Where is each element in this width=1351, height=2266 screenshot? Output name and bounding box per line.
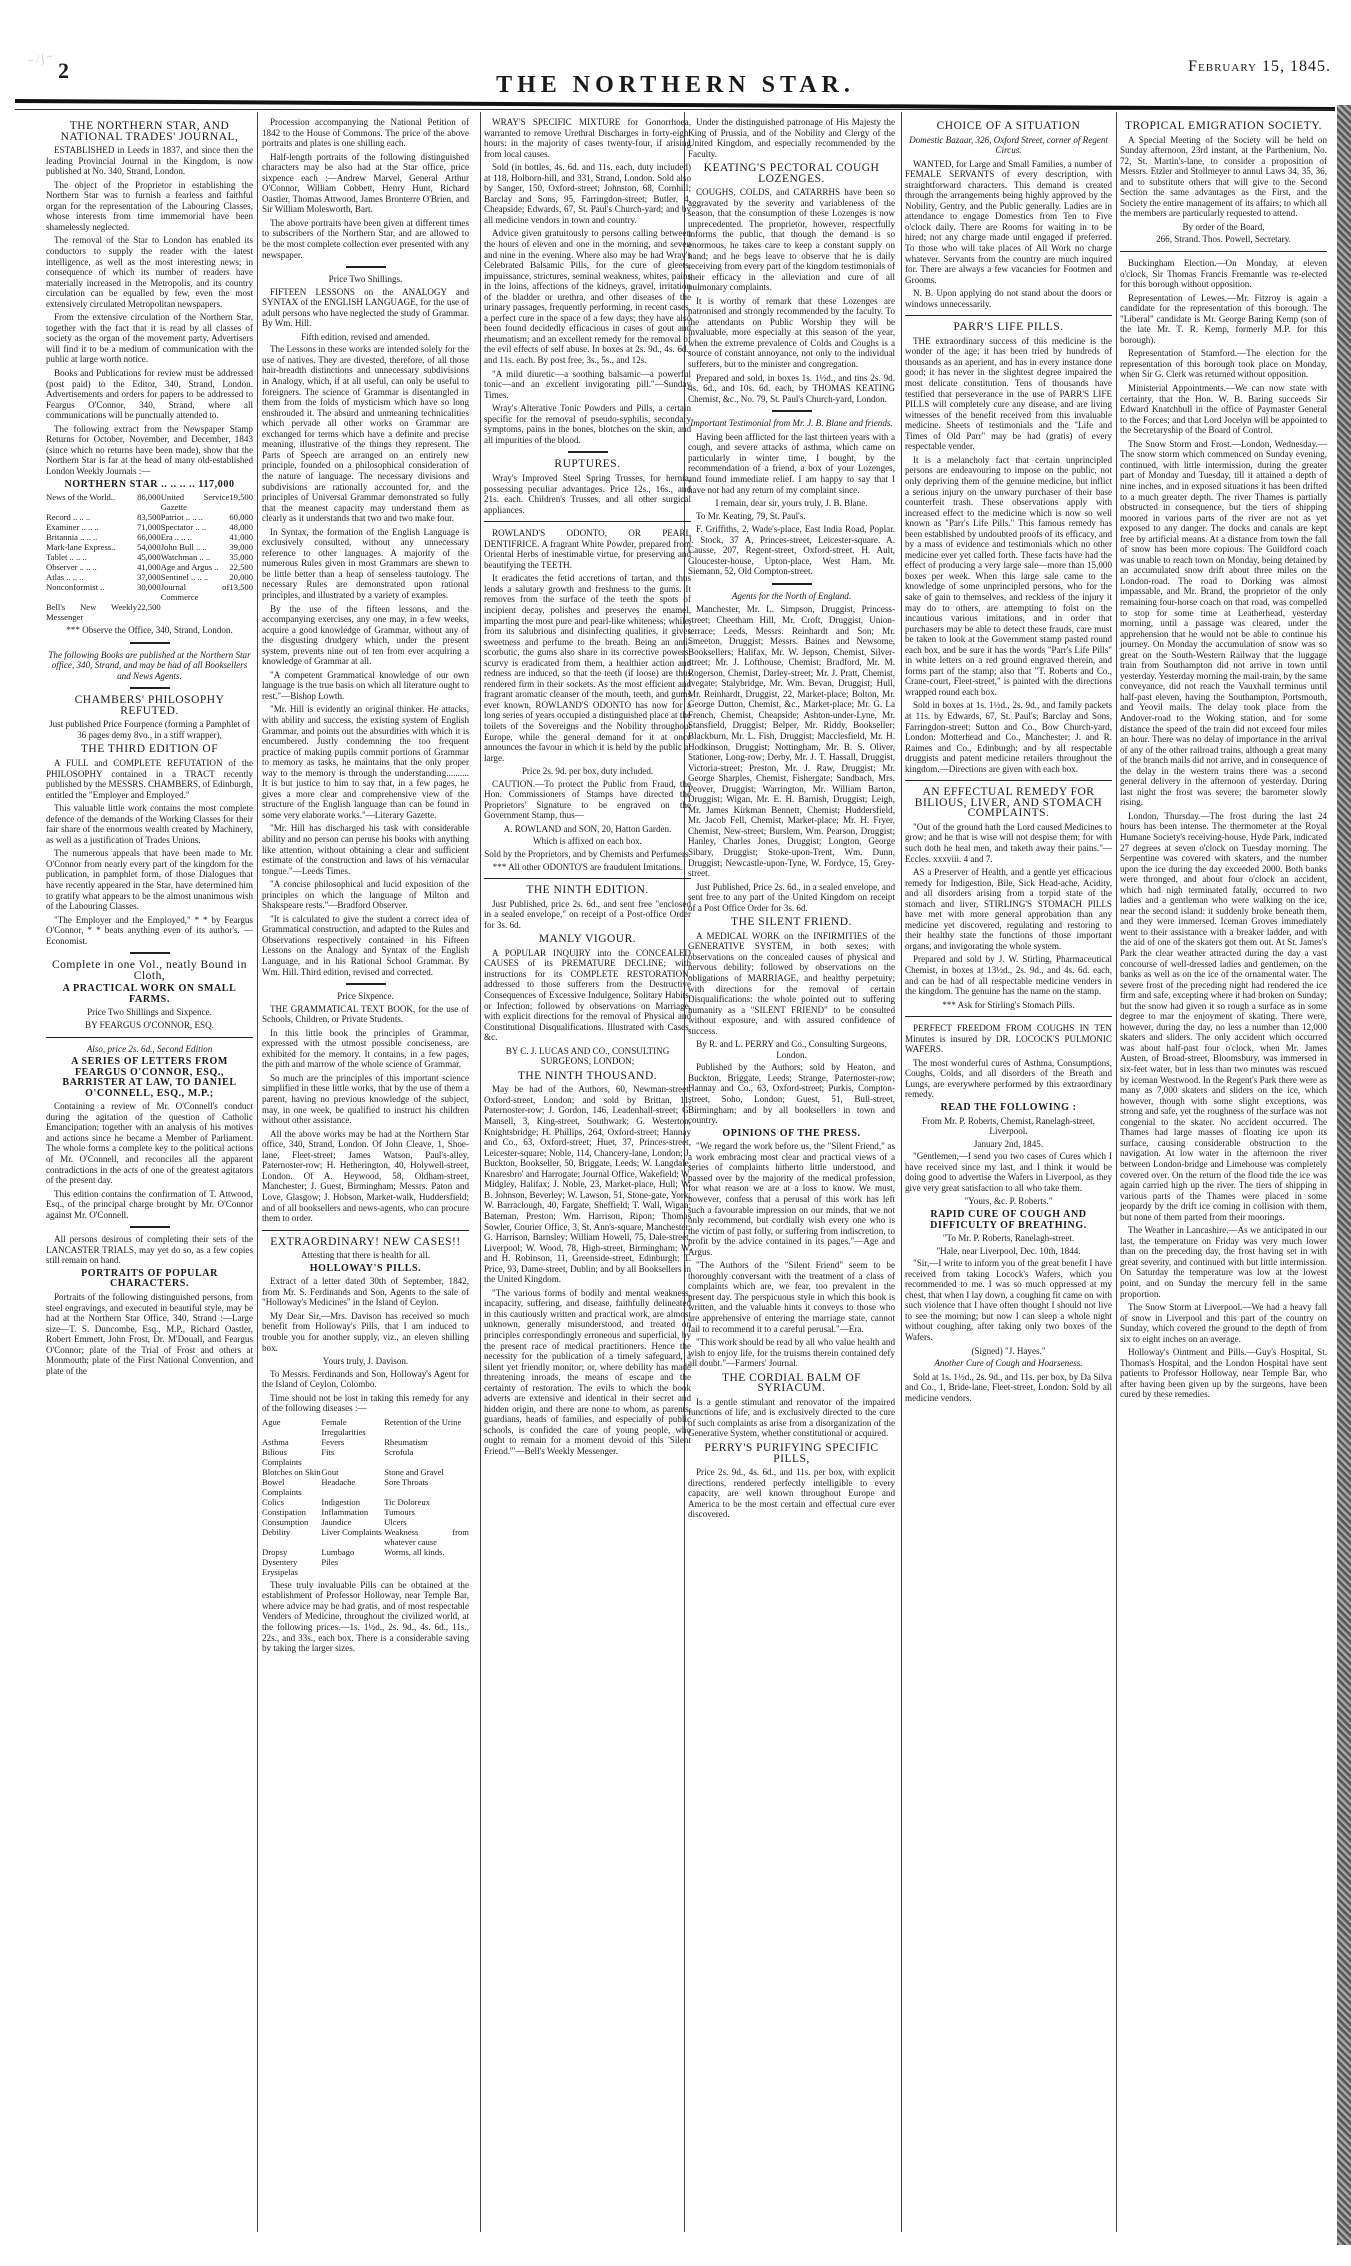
paragraph: Sold (in bottles, 4s. 6d. and 11s. each, duty included) at 118, Holborn-hill, and 331, Strand, London. Sold also by Sanger, 150, Oxford-street; Johnston, 68, Cornhill; Barclay and Sons, 95, Farringdon-street; Butler, 4, Cheapside; Edwards, 67, St. Paul's Church-yard; and by all medicine vendors in town and country. (484, 162, 691, 225)
paragraph: This edition contains the confirmation of T. Attwood, Esq., of the principal charge brought by Mr. O'Connor against Mr. O'Connell. (46, 1188, 253, 1220)
paragraph: Advice given gratuitously to persons calling between the hours of eleven and one in the morning, and seven and nine in the evening. Where also may be had Wray's Celebrated Balsamic Pills, for the cure of gleets, impuissance, strictures, seminal weakness, whites, pains in the loins, affections of the kidneys, gravel, irritation of the bladder or urethra, and other diseases of the urinary passages, frequently performing, in recent cases, a perfect cure in the space of a few days; they have also been found decidedly efficacious in cases of gout and rheumatism; and an excellent remedy for the removal of the evil effects of self abuse. In boxes at 2s. 9d., 4s. 6d., and 11s. each. By post free, 3s., 5s., and 12s. (484, 228, 691, 366)
paragraph: This valuable little work contains the most complete defence of the demands of the Working Classes for their fair share of the enormous wealth created by Machinery, as well as a justification of Trades Unions. (46, 803, 253, 845)
paragraph: To Messrs. Ferdinands and Son, Holloway's Agent for the Island of Ceylon, Colombo. (262, 1368, 469, 1390)
headline: Complete in one Vol., neatly Bound in Cloth, (51, 959, 248, 982)
table-row (262, 1417, 469, 1437)
table-cell: Bowel Complaints (262, 1476, 302, 1497)
table-cell: Liver Complaints (321, 1526, 382, 1537)
paragraph: A MEDICAL WORK on the INFIRMITIES of the GENERATIVE SYSTEM, in both sexes; with observations on the concealed causes of physical and nervous debility; followed by observations on the obligations of MARRIAGE, and healthy perpetuity; with directions for the removal of certain Disqualifications: the whole pointed out to suffering humanity as a "SILENT FRIEND" to be consulted without exposure, and with assured confidence of success. (688, 930, 895, 1036)
paragraph: "Out of the ground hath the Lord caused Medicines to grow; and he that is wise will not despise them; for with such doth he heal men, and taketh away their pains."—Eccles. xxxviii. 4 and 7. (905, 821, 1112, 864)
table-cell: 45,000 (137, 552, 161, 563)
headline: PERRY'S PURIFYING SPECIFIC PILLS, (704, 1441, 879, 1465)
table-cell: Gout (321, 1466, 339, 1477)
table-cell (384, 1557, 469, 1567)
headline: A SERIES OF LETTERS FROM FEARGUS O'CONNOR, ESQ., BARRISTER AT LAW, TO DANIEL O'CONNELL, ESQ., M.P.; (62, 1056, 237, 1099)
paragraph: It is worthy of remark that these Lozenges are patronised and strongly recommended by the faculty. To the attendants on Public Worship they will be invaluable, more especially at this season of the year, when the extreme prevalence of Colds and Coughs is a source of constant annoyance, not only to the individual sufferers, but to the minister and congregation. (688, 295, 895, 370)
caption: Domestic Bazaar, 326, Oxford Street, corner of Regent Circus. (909, 134, 1108, 156)
table-cell: Mark-lane Express.. (46, 542, 116, 553)
table-cell: Indigestion (321, 1496, 361, 1507)
paragraph: May be had of the Authors, 60, Newman-street, Oxford-street, London; and sold by Brittan, 11, Paternoster-row; J. Gordon, 146, Leadenhall-street; G. Mansell, 3, King-street, Southwark; G. Westerton, Knightsbridge; H. Phillips, 264, Oxford-street; Hannay and Co., 63, Oxford-street; Huet, 37, Princes-street, Leicester-square; Noble, 114, Chancery-lane, London; J. Buckton, Bookseller, 50, Briggate, Leeds; W. Langdale, Knaresbro' and Harrogate; Journal Office, Wakefield; W. Midgley, Halifax; J. Noble, 23, Market-place, Hull; W. B. Johnson, Beverley; W. Lawson, 51, Stone-gate, York; W. Barraclough, 40, Fargate, Sheffield; T. Wall, Wigan; Bateman, Preston; Wm. Harrison, Ripon; Thomas Sowler, Courier Office, 3, St. Ann's-square, Manchester; G. Harrison, Barnsley; William Howell, 75, Dale-street, Liverpool; W. Wood, 78, High-street, Birmingham; W. and H. Robinson, 11, Greenside-street, Edinburgh; T. Price, 93, Dame-street, Dublin; and by all Booksellers in the United Kingdom. (484, 1084, 691, 1285)
table-row (46, 492, 253, 512)
paragraph: To Mr. Keating, 79, St. Paul's. (696, 510, 806, 521)
paragraph: COUGHS, COLDS, and CATARRHS have been so aggravated by the severity and variableness of the season, that the consumption of these Lozenges is now unprecedented. The proprietor, however, respectfully informs the public, that though the demand is so enormous, he takes care to keep a constant supply on hand; and he begs leave to observe that he is daily receiving from every part of the kingdom testimonials of their efficacy in the alleviation and cure of all pulmonary complaints. (688, 187, 895, 293)
caption: Another Cure of Cough and Hoarseness. (934, 1358, 1083, 1369)
table-cell: Blotches on Skin (262, 1466, 321, 1477)
caption: From Mr. P. Roberts, Chemist, Ranelagh-street, Liverpool. (922, 1115, 1095, 1137)
divider (262, 1230, 469, 1231)
paragraph: In this little book the principles of Grammar, expressed with the utmost possible conciseness, are exhibited for the memory. It contains, in a few pages, the pith and marrow of the whole science of Grammar. (262, 1027, 469, 1070)
headline: THE NINTH EDITION. (526, 884, 649, 897)
paragraph: "Mr. Hill has discharged his task with considerable ability and no person can peruse his books with anything like attention, without obtaining a clear and sufficient estimate of the construction and laws of his vernacular tongue."—Leeds Times. (262, 823, 469, 876)
paragraph: Representation of Stamford.—The election for the representation of this borough took place on Monday, when Sir G. Clerk was returned without opposition. (1120, 348, 1327, 380)
paragraph: The Lessons in these works are intended solely for the use of natives. They are divested, therefore, of all those hair-breadth distinctions and unnecessary subdivisions in Analogy, which, if at all useful, can only be useful to foreigners. The science of Grammar is disentangled in them from the folds of mysticism which have so long enshrouded it. The absurd and unmeaning technicalities which pervade all other works on Grammar are exchanged for terms which have a definite and precise meaning, illustrative of the things they represent. The Parts of Speech are arranged on an entirely new principle, founded on a philosophical consideration of the nature of language. The necessary divisions and subdivisions are rationally accounted for, and the principles of Universal Grammar demonstrated so fully that the meanest capacity may understand them as clearly as it understands that two and two make four. (262, 344, 469, 524)
caption: Which is affixed on each box. (533, 836, 642, 847)
column-1 (46, 117, 253, 1379)
column-5 (905, 117, 1112, 1406)
caption: 266, Strand. Thos. Powell, Secretary. (1156, 234, 1291, 245)
paragraph: Holloway's Ointment and Pills.—Guy's Hospital, St. Thomas's Hospital, and the London Hospital have sent patients to Professor Holloway, near Temple Bar, who after having been given up by the surgeons, have been cured by these remedies. (1120, 1347, 1327, 1400)
table-row (262, 1547, 469, 1557)
divider (46, 1037, 253, 1038)
paragraph: Just Published, Price 2s. 6d., in a sealed envelope, and sent free to any part of the United Kingdom on receipt of a Post Office Order for 3s. 6d. (688, 881, 895, 913)
paragraph: Manchester, Mr. L. Simpson, Druggist, Princess-street; Cheetham Hill, Mr. Croft, Druggist, Union-terrace; Leeds, Messrs. Reinhardt and Son; Mr. Smeeton, Druggist; Messrs. Baines and Newsome, Booksellers; Halifax, Mr. W. Jepson, Chemist, Silver-street; Mr. J. Lofthouse, Chemist; Bradford, Mr. M. Rogerson, Chemist, Darley-street; Mr. J. Pratt, Chemist, Ivegate; Stalybridge, Mr. Wm. Bevan, Druggist; Hull, Mr. Reinhardt, Druggist, 22, Market-place; Bolton, Mr. George Dutton, Chemist, &c., Market-place; Mr. G. La French, Chemist, Cheapside; Ashton-under-Lyne, Mr. Stansfield, Druggist; Belper, Mr. Riddy, Bookseller; Blackburn, Mr. L. Fish, Druggist; Macclesfield, Mr. H. Hodkinson, Druggist; Nottingham, Mr. B. S. Oliver, Stationer, Long-row; Derby, Mr. J. T. Hassall, Druggist, Victoria-street; Preston, Mr. J. Raw, Druggist; Mr. George Sharples, Chemist, Fishergate; Sandbach, Mrs. Peover, Druggist; Warrington, Mr. William Barton, Druggist; Wigan, Mr. E. H. Barnish, Druggist; Leigh, Mr. James Kirkman Bennett, Chemist; Huddersfield, Mr. Jacob Fell, Chemist, Market-place; Mr. H. Fryer, Chemist, New-street; Burslem, Wm. Pearson, Druggist; Hanley, Charles Jones, Druggist; Longton, George Sibary, Druggist; Stoke-upon-Trent, Wm. Dunn, Druggist; Newcastle-upon-Tyne, W. Fordyce, 15, Grey-street. (688, 604, 895, 879)
divider (130, 952, 170, 954)
caption: Fifth edition, revised and amended. (301, 331, 430, 342)
headline: RAPID CURE OF COUGH AND DIFFICULTY OF BREATHING. (930, 1208, 1087, 1231)
column-4 (688, 117, 895, 1523)
column-6 (1120, 117, 1327, 1403)
table-cell: Tic Doloreux (384, 1496, 430, 1507)
table-row (262, 1477, 469, 1497)
paragraph: "A concise philosophical and lucid exposition of the principles on which the language of Milton and Shakspeare rests."—Bradford Observer. (262, 879, 469, 911)
headline: RUPTURES. (554, 458, 621, 471)
table-row (262, 1567, 469, 1577)
paragraph: My Dear Sir,—Mrs. Davison has received so much benefit from Holloway's Pills, that I am induced to trouble you for another supply, viz., an eleven shilling box. (262, 1310, 469, 1353)
table-cell: Atlas .. .. .. (46, 572, 84, 583)
divider (346, 983, 386, 985)
column-rule (257, 112, 258, 2232)
paragraph: "It is calculated to give the student a correct idea of Grammatical construction, and adapted to the Rules and Observations respectively contained in his Fifteen Lessons on the Analogy and Syntax of the English Language, and in his Rational School Grammar. By Wm. Hill. Third edition, revised and corrected. (262, 913, 469, 977)
paragraph: Under the distinguished patronage of His Majesty the King of Prussia, and of the Nobility and Clergy of the United Kingdom, and especially recommended by the Faculty. (688, 117, 895, 159)
table-cell: Age and Argus .. (160, 562, 219, 573)
table-cell: 41,000 (137, 562, 161, 573)
caption: Price Sixpence. (337, 991, 394, 1002)
paragraph: Just Published, price 2s. 6d., and sent free "enclosed in a sealed envelope," on receipt of a Post-office Order for 3s. 6d. (484, 898, 691, 930)
headline: THE THIRD EDITION OF (80, 743, 219, 756)
paragraph: It is a melancholy fact that certain unprincipled persons are endeavouring to impose on the public, not only depriving them of the genuine medicine, but inflict a serious injury on the unwary purchaser of their base counterfeit trash. These observations apply with increased effect to the medicine which is now so well known as "Parr's Life Pills." This famous remedy has been established by undoubted proofs of its efficacy, and by a mass of evidence and testimonials which no other medicine ever yet called forth. These facts have had the effect of producing a very large sale—more than 15,000 boxes per week. When this large sale came to the knowledge of some unprincipled persons, who for the sake of gain to themselves, and reckless of the injury it may do to others, are attempting to foist on the incautious various imitations, and in order that purchasers may be able to detect these frauds, care must be taken to look at the Government stamp pasted round each box, and be sure it has the words "Parr's Life Pills" in white letters on a red ground engraved therein, and forms part of the stamp; also that "T. Roberts and Co., Crane-court, Fleet-street," is painted with the directions wrapped round each box. (905, 454, 1112, 697)
table-cell (161, 602, 230, 622)
caption: The following Books are published at the Northern Star office, 340, Strand, and may be had of all Booksellers and News Agents. (48, 649, 251, 681)
table-cell: 71,000 (137, 522, 161, 533)
table-cell: Scrofula (384, 1446, 414, 1457)
table-row (262, 1437, 469, 1447)
divider (130, 687, 170, 689)
binding-edge (1337, 105, 1351, 2245)
paragraph: The following extract from the Newspaper Stamp Returns for October, November, and December, 1843 (since which no returns have been made), show that the Northern Star is far at the head of many old-established London Weekly Journals :— (46, 423, 253, 476)
headline: OPINIONS OF THE PRESS. (722, 1127, 861, 1139)
column-rule (1116, 112, 1117, 2232)
headline: MANLY VIGOUR. (538, 933, 637, 946)
caption: (Signed) "J. Hayes." (971, 1345, 1046, 1356)
column-2 (262, 117, 469, 1657)
headline: THE SILENT FRIEND. (731, 916, 852, 929)
paragraph: It eradicates the fetid accretions of tartan, and thus lends a salutary growth and freshness to the gums. It removes from the surface of the teeth the spots of incipient decay, polishes and preserves the enamel, imparting the most pure and pearl-like whiteness; while, from its salubrious and disinfecting qualities, it gives sweetness and perfume to the breath. Being an anti-scorbutic, the gums also share in its corrective powers; scurvy is eradicated from them, a healthier action and redness are induced, so that the teeth (if loose) are thus rendered firm in their sockets. As the most efficient and fragrant aromatic cleanser of the mouth, teeth, and gums ever known, ROWLAND'S ODONTO has now for a long series of years occupied a distinguished place at the toilets of the Sovereigns and the Nobility throughout Europe, while the general demand for it at once announces the favour in which it is held by the public at large. (484, 573, 691, 763)
caption: Price 2s. 9d. per box, duty included. (521, 766, 654, 777)
table-cell: Headache (321, 1476, 356, 1487)
paragraph: Ministerial Appointments.—We can now state with certainty, that the Hon. W. B. Baring succeeds Sir Edward Knatchbull in the office of Paymaster General to the Forces; and that Lord Jocelyn will be appointed to the Secretaryship of the Board of Control. (1120, 383, 1327, 436)
caption: I remain, dear sir, yours truly, J. B. Blane. (715, 498, 868, 509)
caption: Just published Price Fourpence (forming a Pamphlet of 36 pages demy 8vo., in a stiff wrapper), (49, 719, 250, 740)
paragraph: All the above works may be had at the Northern Star office, 340, Strand, London. Of John Cleave, 1, Shoe-lane, Fleet-street; James Watson, Paul's-alley, Paternoster-row; H. Hetherington, 40, Holywell-street, London. Of A. Heywood, 58, Oldham-street, Manchester; J. Guest, Birmingham; Messrs. Paton and Love, Glasgow; J. Hobson, Market-walk, Huddersfield; and of all booksellers and news-agents, who can procure them to order. (262, 1128, 469, 1224)
caption: *** Observe the Office, 340, Strand, London. (66, 625, 233, 636)
table-cell: 54,000 (137, 542, 161, 553)
caption: By R. and L. PERRY and Co., Consulting Surgeons, London. (696, 1039, 887, 1060)
divider (772, 583, 812, 585)
issue-date: February 15, 1845. (1188, 58, 1331, 75)
caption: Important Testimonial from Mr. J. B. Blane and friends. (690, 418, 893, 429)
divider (1120, 251, 1327, 252)
table-cell: 48,000 (229, 522, 253, 533)
paragraph: The object of the Proprietor in establishing the Northern Star was to furnish a fearless and faithful organ for the representation of the Labouring Classes, whose interests from time immemorial have been shamelessly neglected. (46, 179, 253, 232)
paragraph: By the use of the fifteen lessons, and the accompanying exercises, any one may, in a few weeks, acquire a good knowledge of Grammar, without any of the disgusting drudgery which, under the present system, prevents nine out of ten from ever acquiring a knowledge of Grammar at all. (262, 603, 469, 667)
table-cell: Stone and Gravel (384, 1466, 444, 1477)
divider (130, 1226, 170, 1228)
paragraph: "A competent Grammatical knowledge of our own language is the true basis on which all literature ought to rest."—Bishop Lowth. (262, 669, 469, 701)
table-cell: Jaundice (321, 1516, 352, 1527)
paragraph: Is a gentle stimulant and renovator of the impaired functions of life, and is exclusively directed to the cure of such complaints as arise from a disorganization of the Generative System, whether constitutional or acquired. (688, 1396, 895, 1439)
divider (905, 315, 1112, 316)
paragraph: All persons desirous of completing their sets of the LANCASTER TRIALS, may yet do so, as a few copies still remain on hand. (46, 1234, 253, 1266)
paragraph: "The Employer and the Employed," * * by Feargus O'Connor, * * beats anything even of its author's. —Economist. (46, 914, 253, 946)
data-table (262, 1417, 469, 1577)
table-cell: Dropsy (262, 1546, 288, 1557)
table-cell: Colics (262, 1496, 284, 1507)
paragraph: "Gentlemen,—I send you two cases of Cures which I have received since my last, and I think it would be doing good to advertise the Wafers in Liverpool, as they give very great satisfaction to all who take them. (905, 1151, 1112, 1193)
paragraph: The numerous appeals that have been made to Mr. O'Connor from nearly every part of the kingdom for the publication, in pamphlet form, of those Dialogues that have recently appeared in the Star, have determined him to gratify what appears to be the almost unanimous wish of the Labouring Classes. (46, 848, 253, 912)
table-cell: 66,000 (137, 532, 161, 543)
table-cell: Debility (262, 1526, 291, 1537)
table-cell: Record .. .. .. (46, 512, 91, 523)
table-cell: Tablet .. .. .. (46, 552, 87, 563)
paragraph: Sold at 1s. 1½d., 2s. 9d., and 11s. per box, by Da Silva and Co., 1, Bride-lane, Fleet-street, London. Sold by all medicine vendors. (905, 1371, 1112, 1403)
table-cell: 19,500 (229, 492, 253, 503)
column-rule (901, 112, 902, 2232)
divider (130, 642, 170, 644)
headline: TROPICAL EMIGRATION SOCIETY. (1124, 120, 1323, 132)
table-cell: 35,000 (229, 552, 253, 563)
table-cell: Retention of the Urine (384, 1416, 462, 1427)
caption: Yours truly, J. Davison. (322, 1356, 409, 1367)
paragraph: The Snow Storm at Liverpool.—We had a heavy fall of snow in Liverpool and this part of the country on Sunday, which covered the ground to the depth of from six to eight inches on an average. (1120, 1302, 1327, 1344)
column-rule (480, 112, 481, 2232)
paragraph: The most wonderful cures of Asthma, Consumptions, Coughs, Colds, and all disorders of the Breath and Lungs, are everywhere performed by this extraordinary remedy. (905, 1057, 1112, 1100)
table-cell: Consumption (262, 1516, 309, 1527)
paragraph: "Mr. Hill is evidently an original thinker. He attacks, with ability and success, the existing system of English Grammar, and points out the absurdities with which it is encumbered. Justly condemning the too frequent practice of making pupils commit portions of Grammar to memory as tasks, he maintains that the only proper way to the memory is through the understanding.......... It is but justice to him to say that, in a few pages, he gives a more clear and comprehensive view of the structure of the English language than can be found in some very elaborate works."—Literary Gazette. (262, 704, 469, 820)
table-cell: 22,500 (229, 562, 253, 573)
paragraph: Wray's Alterative Tonic Powders and Pills, a certain specific for the removal of pseudo-syphilis, secondary symptoms, pains in the bones, blotches on the skin, and all impurities of the blood. (484, 403, 691, 445)
table-cell: 83,500 (137, 512, 161, 523)
table-row (262, 1527, 469, 1547)
table-cell: Bell's New Weekly Messenger (46, 602, 138, 623)
caption: BY FEARGUS O'CONNOR, ESQ. (85, 1020, 214, 1030)
paragraph: N. B. Upon applying do not stand about the doors or windows unnecessarily. (905, 288, 1112, 309)
paragraph: Price 2s. 9d., 4s. 6d., and 11s. per box, with explicit directions, rendered perfectly intelligible to every capacity, are well known throughout Europe and America to be the most certain and effectual cure ever discovered. (688, 1467, 895, 1520)
paragraph: "The various forms of bodily and mental weakness, incapacity, suffering, and disease, faithfully delineated in this cautiously written and practical work, are almost unknown, generally misunderstood, and treated on principles correspondingly erroneous and superficial, by the present race of medical practitioners. Hence the necessity for the publication of a timely safeguard, a silent yet friendly monitor; or, where debility has made threatening inroads, the means of escape and the certainty of restoration. The evils to which the book adverts are extensive and identical in their secret and hidden origin, and there are none to whom, as parents, guardians, heads of families, and especially of public schools, is confided the care of young people, who ought to remain for a moment devoid of this 'Silent Friend.'"—Bell's Weekly Messenger. (484, 1287, 691, 1456)
caption: Also, price 2s. 6d., Second Edition (86, 1043, 213, 1054)
table-row (46, 522, 253, 532)
caption: *** Ask for Stirling's Stomach Pills. (942, 999, 1075, 1010)
table-cell: Weakness from whatever cause (384, 1526, 469, 1547)
table-cell: Dysentery (262, 1556, 298, 1567)
paragraph: A FULL and COMPLETE REFUTATION of the PHILOSOPHY contained in a TRACT recently published by the MESSRS. CHAMBERS, of Edinburgh, entitled the "Employer and Employed." (46, 757, 253, 800)
headline: AN EFFECTUAL REMEDY FOR BILIOUS, LIVER, AND STOMACH COMPLAINTS. (914, 786, 1103, 820)
table-cell: Examiner .. .. .. (46, 522, 99, 533)
caption: Agents for the North of England. (731, 590, 852, 601)
divider (484, 878, 691, 879)
headline: READ THE FOLLOWING : (940, 1102, 1077, 1114)
paragraph: Representation of Lewes.—Mr. Fitzroy is again a candidate for the representation of this borough. The "Liberal" candidate is Mr. George Baring Kemp (son of the late Mr. T. R. Kemp, formerly M.P. for this borough). (1120, 292, 1327, 345)
caption: A. ROWLAND and SON, 20, Hatton Garden. (503, 823, 672, 834)
page-number: 2 (58, 58, 69, 83)
paragraph: Sold in boxes at 1s. 1½d., 2s. 9d., and family packets at 11s. by Edwards, 67, St. Paul's; Barclay and Sons, Farringdon-street; Sutton and Co., Bow Church-yard, London: Motterhead and Co., Manchester; J. and R. Raimes and Co., Edinburgh; and by all respectable druggists and patent medicine retailers throughout the kingdom.—Directions are given with each box. (905, 700, 1112, 774)
table-cell (384, 1567, 469, 1577)
table-cell: Rheumatism (384, 1436, 428, 1447)
table-cell: Watchman .. .. (160, 552, 211, 563)
table-cell: 86,000 (137, 492, 161, 503)
paragraph: From the extensive circulation of the Northern Star, together with the fact that it is read by all classes of society as the organ of the movement party, Advertisers will find it to be a medium of communication with the public at large worth notice. (46, 312, 253, 365)
headline: THE CORDIAL BALM OF SYRIACUM. (721, 1371, 862, 1395)
divider (905, 1016, 1112, 1017)
paragraph: Books and Publications for review must be addressed (post paid) to the Editor, 340, Strand, London. Advertisements and orders for papers to be addressed to Feargus O'Connor, 340, Strand, where all communications will be punctually attended to. (46, 368, 253, 421)
table-row (262, 1447, 469, 1467)
divider (905, 780, 1112, 781)
headline: PORTRAITS OF POPULAR CHARACTERS. (81, 1267, 218, 1290)
paragraph: "Sir,—I write to inform you of the great benefit I have received from taking Locock's Wafers, which you recommended to me. I was so much oppressed at my chest, that when I lay down, a coughing fit came on with such violence that I have often thought I should not live to see the morning; but now I can sleep a whole night without coughing, after taking only two boxes of the Wafers. (905, 1258, 1112, 1342)
paragraph: AS a Preserver of Health, and a gentle yet efficacious remedy for Indigestion, Bile, Sick Head-ache, Acidity, and all disorders arising from a torpid state of the stomach and liver, STIRLING'S STOMACH PILLS have met with more general approbation than any medicine yet discovered, regulating and restoring to their healthy state the functions of those important organs, and invigorating the whole system. (905, 867, 1112, 951)
table-cell: News of the World.. (46, 492, 116, 503)
paragraph: Having been afflicted for the last thirteen years with a cough, and severe attacks of asthma, which came on particularly in winter time, I bought, by the recommendation of a friend, a box of your Lozenges, and found immediate relief. I am happy to say that I have not had any return of my complaint since. (688, 431, 895, 495)
table-cell: 30,000 (137, 582, 161, 593)
caption: BY C. J. LUCAS AND CO., CONSULTING SURGEONS, LONDON; (505, 1045, 670, 1067)
table-cell: Era .. .. .. (160, 532, 192, 543)
caption: Price Two Shillings and Sixpence. (87, 1007, 212, 1018)
table-cell: Bilious Complaints (262, 1446, 302, 1467)
table-row (46, 562, 253, 572)
table-cell: 39,000 (229, 542, 253, 553)
headline: EXTRAORDINARY! NEW CASES!! (270, 1235, 461, 1248)
column-3 (484, 117, 691, 1460)
table-row (46, 532, 253, 542)
table-row (262, 1467, 469, 1477)
paragraph: In Syntax, the formation of the English Language is exclusively consulted, without any unnecessary reference to other languages. A majority of the numerous Rules given in most Grammars are shewn to be little better than a heap of senseless tautology. The necessary Rules are demonstrated upon rational principles, and illustrated by a variety of examples. (262, 526, 469, 600)
table-cell: 41,000 (229, 532, 253, 543)
table-cell: Sore Throats (384, 1476, 429, 1487)
paragraph: Containing a review of Mr. O'Connell's conduct during the agitation of the question of Catholic Emancipation; together with an analysis of his motives and actions since he became a Member of Parliament. The whole forms a complete key to the political actions of Mr. O'Connell, and reconciles all the apparent contradictions in the acts of one of the greatest agitators of the present day. (46, 1101, 253, 1186)
caption: "Yours, &c. P. Roberts." (964, 1196, 1053, 1207)
paragraph: So much are the principles of this important science simplified in these little works, that by the use of them a parent, having no previous knowledge of the subject, may, in one week, be qualified to instruct his children without other assistance. (262, 1072, 469, 1126)
paragraph: London, Thursday.—The frost during the last 24 hours has been intense. The thermometer at the Royal Humane Society's receiving-house, Hyde Park, indicated 27 degrees at seven o'clock on Tuesday morning. The Serpentine was covered with skaters, and the number upon the ice during the day exceeded 2000. Both banks were thronged, and about four o'clock an accident, which had nigh terminated fatally, occurred to two ladies and a gentleman who were walking on the ice, near the second island: it suddenly broke beneath them, and they were immersed. Iceman Groves immediately went to their assistance with a breaker ladder, and with the aid of one of the skaters got them out. At St. James's Park the clear weather attracted during the day a vast concourse of well-dressed ladies and gentlemen, on the banks as well as on the ice of the ornamental water. The severe frost of the preceding night had rendered the ice firm and safe, excepting where it had broken on Sunday; but the snow had given it so rough a surface as in some degree to mar the enjoyment of skating. There were, however, during the day, no less a number than 12,000 skaters and sliders. The only accident which occurred was about half-past four o'clock, when Mr. James Austen, of Broad-street, Bloomsbury, was immersed in six-feet water, but in less than two minutes was rescued by iceman Westwood. In the Regent's Park there were as many as 7,000 skaters and sliders on the ice, which however, though with some slight exceptions, was strong and safe, yet the roughness of the surface was not congenial to the skater. No accident occurred. The Thames had large masses of floating ice upon its surface, causing considerable obstruction to the navigation. At low water in the afternoon the river between London-bridge and Limehouse was completely covered over. On the return of the flood tide the ice was again carried high up the river. The tiers of shipping in various parts of the Thames were placed in some jeopardy by the drift ice coming in collision with them, but none of them parted from their moorings. (1120, 810, 1327, 1222)
table-cell: United Service Gazette (160, 492, 230, 513)
paragraph: Extract of a letter dated 30th of September, 1842, from Mr. S. Ferdinands and Son, Agents to the sale of "Holloway's Medicines" in the Island of Ceylon. (262, 1276, 469, 1308)
caption: Sold by the Proprietors, and by Chemists and Perfumers. (484, 849, 691, 859)
table-cell: Asthma (262, 1436, 289, 1447)
table-cell (229, 602, 253, 622)
table-cell: Sentinel .. .. .. (160, 572, 209, 583)
table-cell (321, 1567, 384, 1577)
paragraph: The above portraits have been given at different times to subscribers of the Northern Star, and are allowed to be the most complete collection ever presented with any newspaper. (262, 217, 469, 260)
table-cell: Ulcers (384, 1516, 407, 1527)
table-cell: Constipation (262, 1506, 306, 1517)
table-cell: Ague (262, 1416, 281, 1427)
paragraph: WANTED, for Large and Small Families, a number of FEMALE SERVANTS of every description, with straightforward characters. This demand is created through the arrangements being highly approved by the Nobility, Gentry, and the Public generally. Ladies are in attendance to engage Domestics from Ten to Five o'clock daily. There are Rooms for waiting in to be hired; not any charge made until engaged if preferred. To those who will take places of All Work no charge whatever. Servants from the country are much inquired for. There are always a few vacancies for Footmen and Grooms. (905, 158, 1112, 285)
table-cell: 20,000 (229, 572, 253, 583)
headline: KEATING'S PECTORAL COUGH LOZENGES. (703, 162, 880, 185)
headline: CHOICE OF A SITUATION (936, 120, 1081, 132)
paragraph: WRAY'S SPECIFIC MIXTURE for Gonorrhoea, warranted to remove Urethral Discharges in forty-eight hours: in the majority of cases twenty-four, if arising from local causes. (484, 117, 691, 159)
paragraph: Prepared and sold, in boxes 1s. 1½d., and tins 2s. 9d. 4s. 6d., and 10s. 6d. each, by THOMAS KEATING Chemist, &c., No. 79, St. Paul's Church-yard, London. (688, 372, 895, 404)
table-cell: Britannia .. .. .. (46, 532, 98, 543)
paragraph: Buckingham Election.—On Monday, at eleven o'clock, Sir Thomas Francis Fremantle was re-elected for this borough without opposition. (1120, 258, 1327, 290)
table-row (262, 1517, 469, 1527)
paragraph: "The Authors of the "Silent Friend" seem to be thoroughly conversant with the treatment of a class of complaints which are, we fear, too prevalent in the present day. The perspicuous style in which this book is written, and the valuable hints it conveys to those who are apprehensive of entering the marriage state, cannot fail to recommend it to a careful perusal."—Era. (688, 1260, 895, 1334)
table-cell: Journal of Commerce (160, 582, 230, 603)
paragraph: Half-length portraits of the following distinguished characters may be also had at the Star office, price sixpence each :—Andrew Marvel, General Arthur O'Connor, William Cobbett, Henry Hunt, Richard Oastler, Thomas Attwood, James Bronterre O'Brien, and Sir William Molesworth, Bart. (262, 151, 469, 215)
headline: THE NORTHERN STAR, AND NATIONAL TRADES' JOURNAL, (60, 120, 239, 143)
table-cell: 13,500 (229, 582, 253, 593)
paragraph: ESTABLISHED in Leeds in 1837, and since then the leading Provincial Journal in the Kingdom, is now published at No. 340, Strand, London. (46, 145, 253, 177)
caption: "Hale, near Liverpool, Dec. 10th, 1844. (936, 1245, 1081, 1256)
paragraph: Procession accompanying the National Petition of 1842 to the House of Commons. The price of the above portraits and plates is one shilling each. (262, 117, 469, 149)
caption: Price Two Shillings. (328, 274, 403, 285)
paragraph: Time should not be lost in taking this remedy for any of the following diseases :— (262, 1392, 469, 1414)
table-cell: Patriot .. .. .. (160, 512, 203, 523)
table-cell: Female Irregularities (321, 1416, 366, 1437)
data-table (46, 492, 253, 622)
paragraph: "This work should be read by all who value health and wish to enjoy life, for the truisms therein contained defy all doubt."—Farmers' Journal. (688, 1337, 895, 1369)
paragraph: THE GRAMMATICAL TEXT BOOK, for the use of Schools, Children, or Private Students. (262, 1003, 469, 1025)
headline: CHAMBERS' PHILOSOPHY REFUTED. (74, 694, 225, 717)
table-row (46, 512, 253, 522)
table-cell: Tumours (384, 1506, 415, 1517)
table-cell: 60,000 (229, 512, 253, 523)
paragraph: THE extraordinary success of this medicine is the wonder of the age; it has been tried by hundreds of thousands as an aperient, and has in every instance done good; it has never in the slightest degree impaired the most delicate constitution. Tens of thousands have testified that perseverance in the use of PARR'S LIFE PILLS will completely cure any disease, and are living witnesses of the benefit received from this invaluable medicine. Sheets of testimonials and the "Life and Times of Old Parr" may be had (gratis) of every respectable vender. (905, 335, 1112, 452)
paragraph: ROWLAND'S ODONTO, OR PEARL DENTIFRICE. A fragrant White Powder, prepared from Oriental Herbs of inestimable virtue, for preserving and beautifying the TEETH. (484, 528, 691, 570)
divider (346, 266, 386, 268)
table-cell: Fits (321, 1446, 335, 1457)
headline: PARR'S LIFE PILLS. (953, 321, 1064, 334)
paragraph: A Special Meeting of the Society will be held on Sunday afternoon, 23rd instant, at the Parthenium, No. 72, St. Martin's-lane, to consider a proposition of Messrs. Etzler and Stollmeyer to annul Laws 34, 35, 36, and to substitute others that will give to the Second Section the same advantages as the First, and the Society the entire management of its affairs; to which all the members are particularly requested to attend. (1120, 134, 1327, 219)
table-cell: Erysipelas (262, 1566, 298, 1577)
caption: January 2nd, 1845. (973, 1138, 1044, 1149)
table-cell: 22,500 (137, 602, 161, 613)
table-cell: Piles (321, 1556, 339, 1567)
table-cell: 37,000 (137, 572, 161, 583)
paragraph: These truly invaluable Pills can be obtained at the establishment of Professor Holloway, near Temple Bar, where advice may be had gratis, and of most respectable Venders of Medicine, throughout the civilized world, at the following prices.—1s. 1½d., 2s. 9d., 4s. 6d., 11s., 22s., and 33s., each box. There is a considerable saving by taking the larger sizes. (262, 1579, 469, 1654)
header-rule-thin (15, 109, 1335, 110)
paragraph: Portraits of the following distinguished persons, from steel engravings, and executed in beautiful style, may be had at the Northern Star Office, 340, Strand :—Large size—T. S. Duncombe, Esq., M.P., Richard Oastler, Robert Emmett, John Frost, Dr. M'Douall, and Feargus O'Connor; plate of the Trial of Frost and others at Monmouth; plate of the First National Convention, and plate of the (46, 1292, 253, 1376)
table-cell: Fevers (321, 1436, 345, 1447)
handwritten-marks: ~ ⁄ ∫ ~ (26, 50, 54, 68)
table-cell: Worms, all kinds. (384, 1546, 445, 1557)
paragraph: The removal of the Star to London has enabled its conductors to supply the reader with the latest intelligence, as well as the most interesting news; in consequence of which its number of readers have materially increased in the Metropolis, and its country circulation can be equalled by few, even the most extensively circulated Metropolitan newspapers. (46, 235, 253, 309)
paragraph: CAUTION.—To protect the Public from Fraud, the Hon. Commissioners of Stamps have directed the Proprietors' Signature to be engraved on the Government Stamp, thus— (484, 778, 691, 821)
caption: "To Mr. P. Roberts, Ranelagh-street. (942, 1233, 1075, 1244)
table-cell: Lumbago (321, 1546, 355, 1557)
paragraph: The Weather in Lancashire.—As we anticipated in our last, the temperature on Friday was very much lower than on the preceding day, the frost having set in with great severity, and continued with but little intermission. On Saturday the temperature was low at the lowest point, and on Sunday the mercury fell in the same proportion. (1120, 1225, 1327, 1299)
table-row (262, 1557, 469, 1567)
caption: By order of the Board, (1182, 221, 1265, 232)
headline: THE NINTH THOUSAND. (517, 1069, 658, 1082)
paragraph: Wray's Improved Steel Spring Trusses, for hernia, possessing peculiar advantages. Price 12s., 16s., and 21s. each. Children's Trusses, and all other surgical appliances. (484, 472, 691, 515)
divider (484, 521, 691, 522)
table-row (262, 1497, 469, 1507)
table-cell: John Bull .. .. (160, 542, 207, 553)
table-cell: Nonconformist .. (46, 582, 105, 593)
table-row (46, 552, 253, 562)
table-row (46, 572, 253, 582)
paragraph: FIFTEEN LESSONS on the ANALOGY and SYNTAX of the ENGLISH LANGUAGE, for the use of adult persons who have neglected the study of Grammar. By Wm. Hill. (262, 286, 469, 329)
divider (568, 451, 608, 453)
table-cell: Spectator .. .. (160, 522, 207, 533)
table-row (46, 582, 253, 602)
headline: HOLLOWAY'S PILLS. (309, 1262, 422, 1274)
table-row (46, 602, 253, 622)
caption: Attesting that there is health for all. (300, 1250, 431, 1261)
divider (772, 410, 812, 412)
paragraph: "A mild diuretic—a soothing balsamic—a powerful tonic—and an excellent invigorating pill."—Sunday Times. (484, 368, 691, 400)
paragraph: "We regard the work before us, the "Silent Friend," as a work embracing most clear and practical views of a series of complaints hitherto little understood, and passed over by the majority of the medical profession, for what reason we are at a loss to know. We must, however, confess that a perusal of this work has left such a favourable impression on our minds, that we not only recommend, but cordially wish every one who is the victim of past folly, or suffering from indiscretion, to profit by the advice contained in its pages."—Age and Argus. (688, 1141, 895, 1257)
paragraph: PERFECT FREEDOM FROM COUGHS IN TEN Minutes is insured by DR. LOCOCK'S PULMONIC WAFERS. (905, 1023, 1112, 1055)
paragraph: The Snow Storm and Frost.—London, Wednesday.—The snow storm which commenced on Sunday evening, continued, with little intermission, during the greater part of Monday and Tuesday, till it attained a depth of nine inches, and in exposed situations it has been drifted to a much greater depth. The river Thames is partially obstructed in consequence, but the tiers of shipping moored in various parts of the river are not as yet exposed to any danger. The docks and canals are kept free by artificial means. At a distance from town the fall of snow has been more copious. The Guildford coach was unable to reach town on Monday, being detained by an accumulated snow drift about three miles on the London-road. The road to Dorking was almost impassable, and Mr. Brand, the proprietor of the only remaining four-horse coach on that road, was compelled to stop for some time at Leatherhead, yesterday morning, until a passage was cleared, under the apprehension that he would not be able to continue his journey. On Monday the accumulation of snow was so great on the South-Western Railway that the luggage train from Southampton did not arrive in town until yesterday. Yesterday morning the mail-train, by the same conveyance, did not reach the Vauxhall terminus until half-past eleven, having the Southampton, Portsmouth, and Yeovil mails. The delay took place from the Andover-road to the Woking station, and for some distance the speed of the train did not exceed four miles an hour. There was no delay of importance in the arrival of any of the other railroad trains, although a great many of the branch mails did not arrive, and in consequence of the delay in the western trains there was a second general delivery in the afternoon of yesterday. During last night the frost was severe; the barometer slowly rising. (1120, 438, 1327, 808)
paragraph: Published by the Authors; sold by Heaton, and Buckton, Briggate, Leeds; Strange, Paternoster-row; Hannay and Co., 63, Oxford-street; Purkis, Compton-street, Soho, London; Guest, 51, Bull-street, Birmingham; and by all booksellers in town and country. (688, 1062, 895, 1126)
headline: A PRACTICAL WORK ON SMALL FARMS. (62, 983, 237, 1005)
newspaper-title: THE NORTHERN STAR. (496, 72, 855, 98)
table-cell: Inflammation (321, 1506, 369, 1517)
paragraph: F. Griffiths, 2, Wade's-place, East India Road, Poplar. J. Stock, 37 A, Princes-street, Leicester-square. A. Causse, 207, Regent-street, Oxford-street. H. Ault, Gloucester-house, Upton-place, West Ham. Mr. Siemann, 52, Old Compton-street. (688, 524, 895, 577)
table-cell: Observer .. .. .. (46, 562, 97, 573)
table-row (262, 1507, 469, 1517)
paragraph: Prepared and sold by J. W. Stirling, Pharmaceutical Chemist, in boxes at 13½d., 2s. 9d., and 4s. 6d. each, and can be had of all respectable medicine venders in the kingdom. The genuine has the name on the stamp. (905, 954, 1112, 997)
caption: *** All other ODONTO'S are fraudulent Imitations. (492, 861, 683, 872)
table-row (46, 542, 253, 552)
headline: NORTHERN STAR .. .. .. .. 117,000 (64, 478, 235, 490)
paragraph: A POPULAR INQUIRY into the CONCEALED CAUSES of its PREMATURE DECLINE; with instructions for its COMPLETE RESTORATION, addressed to those sufferers from the Destructive Consequences of Excessive Indulgence, Solitary Habits, or Infection; followed by observations on Marriage, with explicit directions for the removal of Physical and Constitutional Disqualifications. Illustrated with Cases, &c. (484, 947, 691, 1043)
